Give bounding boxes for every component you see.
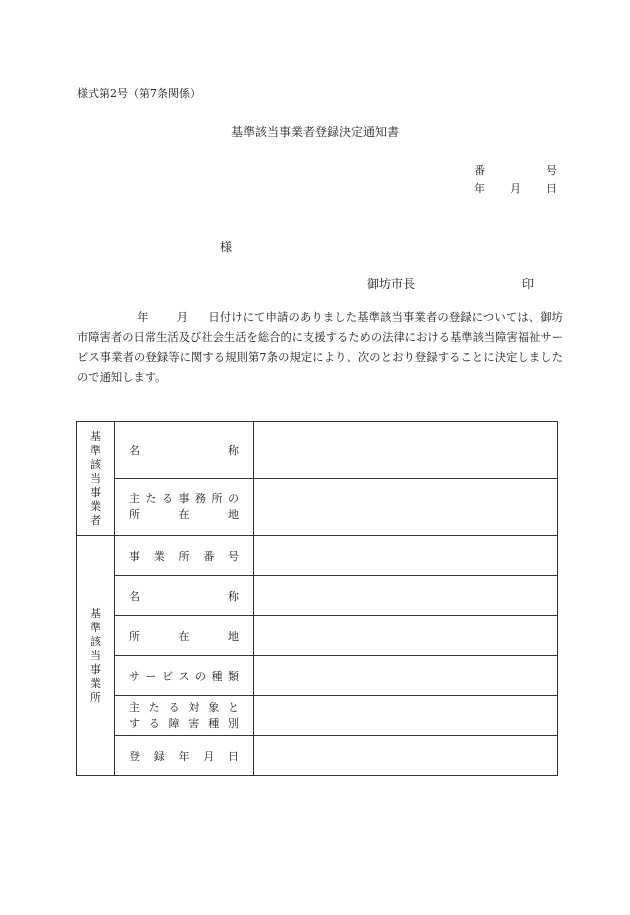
table-row (77, 696, 558, 736)
label-char: る (148, 716, 160, 730)
label-char: 年 (178, 749, 190, 763)
label-char: 所 (178, 549, 190, 563)
label-char: 業 (153, 549, 165, 563)
label-char: 地 (228, 629, 239, 643)
label-char: 業 (90, 499, 101, 513)
label-business-name (115, 422, 254, 479)
label-char: 登 (129, 749, 140, 763)
label-char: 業 (90, 676, 101, 690)
label-char: 該 (90, 634, 101, 648)
label-char: 所 (129, 629, 140, 643)
sender-mayor: 御坊市長 (367, 277, 416, 291)
label-char: 類 (228, 669, 239, 683)
body-year: 年 (137, 311, 149, 324)
label-char: た (148, 700, 160, 714)
label-char: 地 (228, 508, 239, 521)
value-business-name[interactable] (254, 422, 558, 479)
registration-table (76, 421, 558, 776)
table-row (77, 616, 558, 656)
label-char: の (228, 492, 239, 505)
label-char: ス (178, 669, 190, 683)
value-business-main-office[interactable] (254, 479, 558, 536)
label-char: の (195, 669, 206, 683)
label-char: 当 (90, 471, 101, 485)
label-char: 害 (188, 716, 200, 730)
label-char: 当 (90, 648, 101, 662)
reference-number-label: 番 (474, 164, 485, 177)
label-char: 主 (129, 700, 140, 714)
label-char: 録 (153, 749, 165, 763)
date-year-label: 年 (474, 182, 485, 195)
label-char: サ (129, 669, 140, 683)
label-business-main-office (115, 479, 254, 536)
label-char: 在 (178, 629, 190, 643)
label-target-disability (115, 696, 254, 736)
label-char: 所 (90, 690, 101, 704)
label-char: す (129, 716, 140, 730)
label-registration-date (115, 736, 254, 776)
label-char: 事 (129, 549, 140, 563)
table-row (77, 656, 558, 696)
body-month: 月 (176, 311, 189, 324)
form-number: 様式第2号（第7条関係） (77, 87, 201, 100)
label-char: と (227, 700, 239, 714)
label-char: 準 (90, 620, 101, 634)
label-char: 務 (195, 492, 206, 505)
label-char: 者 (90, 513, 101, 527)
label-char: 該 (90, 457, 101, 471)
body-text: 日付けにて申請のありました基準該当事業者の登録については、御坊市障害者の日常生活及び社会生活を総合的に支援するための法律における基準該当障害福祉サービス事業者の登録等に関する規則第7条の規定により、次のとおり登録することに決定しましたので通知します。 (77, 311, 563, 384)
reference-number-suffix: 号 (546, 164, 557, 177)
label-char: 事 (90, 662, 101, 676)
label-char: 称 (228, 589, 239, 603)
addressee-honorific: 様 (220, 240, 233, 254)
label-char: 在 (178, 508, 190, 521)
label-office-name (115, 576, 254, 616)
table-row (77, 422, 558, 479)
date-day-label: 日 (546, 182, 557, 195)
seal-mark: 印 (522, 277, 535, 291)
value-service-type[interactable] (254, 656, 558, 696)
label-char: 事 (90, 485, 101, 499)
document-title: 基準該当事業者登録決定通知書 (230, 125, 399, 139)
label-char: 象 (208, 700, 220, 714)
group-office-label (77, 536, 115, 776)
label-char: 日 (228, 749, 239, 763)
date-month-label: 月 (510, 182, 521, 195)
label-office-number (115, 536, 254, 576)
label-char: 名 (129, 589, 140, 603)
value-target-disability[interactable] (254, 696, 558, 736)
table-row (77, 536, 558, 576)
table-row (77, 479, 558, 536)
label-office-location (115, 616, 254, 656)
body-paragraph (77, 308, 563, 388)
value-registration-date[interactable] (254, 736, 558, 776)
label-char: 名 (129, 444, 140, 457)
label-char: 所 (211, 492, 223, 505)
label-char: る (162, 492, 173, 505)
value-office-name[interactable] (254, 576, 558, 616)
label-char: る (168, 700, 180, 714)
label-char: 準 (90, 443, 101, 457)
table-row (77, 736, 558, 776)
label-char: ビ (162, 669, 173, 683)
label-char: 種 (208, 716, 220, 730)
label-service-type (115, 656, 254, 696)
label-char: 主 (129, 492, 140, 505)
label-char: 基 (90, 606, 101, 620)
label-char: 称 (228, 444, 239, 457)
table-row (77, 576, 558, 616)
label-char: た (145, 492, 157, 505)
label-char: 事 (178, 492, 190, 505)
label-char: 月 (203, 749, 215, 763)
label-char: 種 (211, 669, 223, 683)
label-char: 所 (129, 508, 140, 521)
label-char: ー (145, 669, 157, 683)
label-char: 番 (203, 549, 215, 563)
label-char: 障 (168, 716, 180, 730)
label-char: 号 (228, 549, 239, 563)
value-office-number[interactable] (254, 536, 558, 576)
group-business-label (77, 422, 115, 536)
value-office-location[interactable] (254, 616, 558, 656)
label-char: 別 (227, 716, 239, 730)
label-char: 基 (90, 429, 101, 443)
label-char: 対 (188, 700, 200, 714)
